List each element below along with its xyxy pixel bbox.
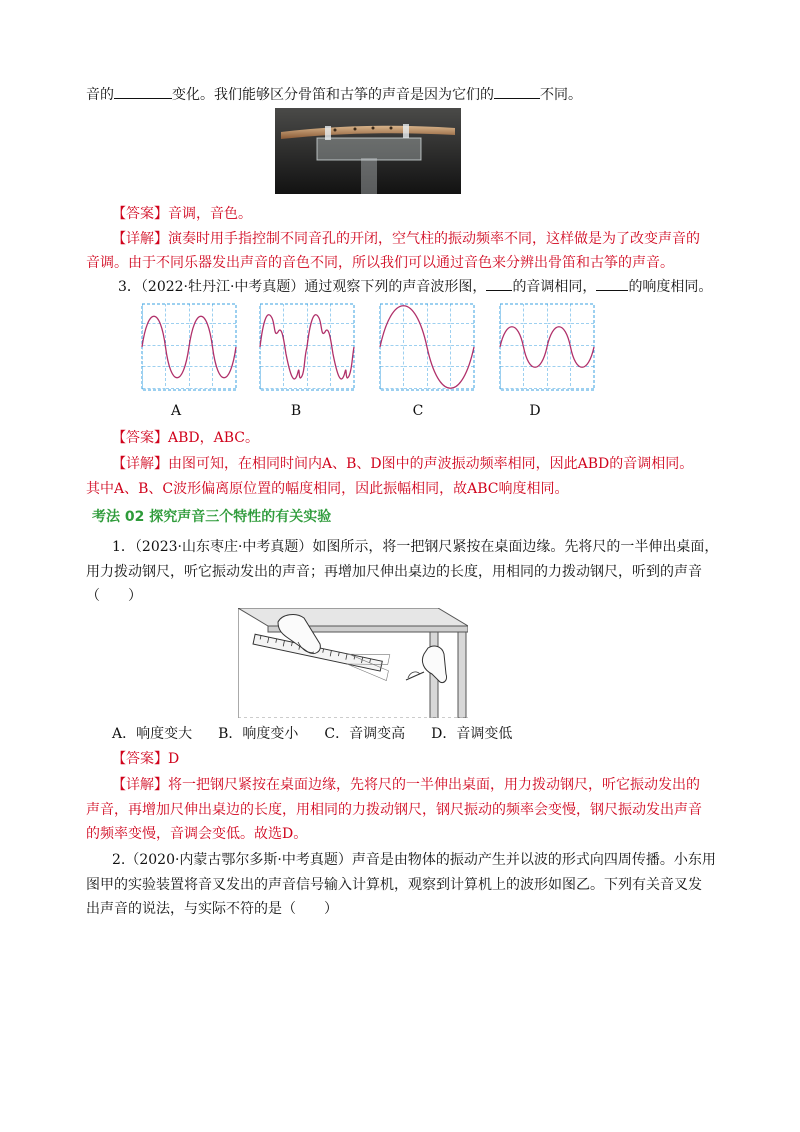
question-text: 1．（2023·山东枣庄·中考真题）如图所示，将一把钢尺紧按在桌面边缘。先将尺的一半伸出桌面， xyxy=(112,539,719,555)
answer-blank xyxy=(596,276,628,291)
waveform-d xyxy=(500,304,594,390)
answer-label: 【答案】 xyxy=(112,751,168,767)
detail-text: 由图可知，在相同时间内A、B、D图中的声波振动频率相同，因此ABD的音调相同。 xyxy=(168,456,694,472)
answer-text: D xyxy=(168,751,180,767)
waveform-a xyxy=(142,304,236,390)
wave-label-a: A xyxy=(170,403,182,419)
options-row xyxy=(112,723,538,745)
detail-line xyxy=(86,252,674,274)
option-a[interactable]: A．响度变大 xyxy=(112,726,193,742)
question-text xyxy=(118,276,712,298)
text-segment: 的响度相同。 xyxy=(628,279,713,295)
detail-text: 其中A、B、C波形偏离原位置的幅度相同，因此振幅相同，故ABC响度相同。 xyxy=(86,481,569,497)
section-heading: 考法 02 探究声音三个特性的有关实验 xyxy=(92,509,332,525)
answer-blank xyxy=(494,84,540,99)
detail-line xyxy=(112,228,700,250)
wave-label-b: B xyxy=(290,403,302,419)
question-text: 图甲的实验装置将音叉发出的声音信号输入计算机，观察到计算机上的波形如图乙。下列有关音叉发 xyxy=(86,877,702,893)
wave-label-c: C xyxy=(412,403,424,419)
question-text: 出声音的说法，与实际不符的是（ ） xyxy=(86,901,338,917)
answer-text: 音调，音色。 xyxy=(168,206,252,222)
bone-flute-photo xyxy=(275,108,461,194)
detail-line xyxy=(112,774,700,796)
question-text: 2.（2020·内蒙古鄂尔多斯·中考真题）声音是由物体的振动产生并以波的形式向四周传播。小东用 xyxy=(112,852,716,868)
answer-label: 【答案】 xyxy=(112,430,168,446)
detail-line: 的频率变慢，音调会变低。故选D。 xyxy=(86,826,308,842)
answer-label: 【答案】 xyxy=(112,206,168,222)
text-segment: 音的 xyxy=(86,87,114,103)
text-segment: 的音调相同， xyxy=(512,279,597,295)
wave-label-d: D xyxy=(529,403,541,419)
detail-label: 【详解】 xyxy=(112,231,168,247)
detail-label: 【详解】 xyxy=(112,777,168,793)
waveform-figure xyxy=(140,302,600,394)
detail-text: 音调。由于不同乐器发出声音的音色不同，所以我们可以通过音色来分辨出骨笛和古筝的声音。 xyxy=(86,255,674,271)
answer-text: ABD，ABC。 xyxy=(168,430,259,446)
waveform-b xyxy=(260,304,354,390)
detail-label: 【详解】 xyxy=(112,456,168,472)
answer-line xyxy=(112,203,252,225)
answer-line xyxy=(112,748,179,770)
question-text: （ ） xyxy=(86,588,142,604)
text-segment: 变化。我们能够区分骨笛和古筝的声音是因为它们的 xyxy=(172,87,494,103)
ruler-table-figure xyxy=(238,608,468,718)
option-b[interactable]: B．响度变小 xyxy=(218,726,299,742)
option-c[interactable]: C．音调变高 xyxy=(324,726,406,742)
detail-line xyxy=(86,478,568,500)
detail-text: 将一把钢尺紧按在桌面边缘，先将尺的一半伸出桌面，用力拨动钢尺，听它振动发出的 xyxy=(168,777,700,793)
waveform-c xyxy=(380,304,474,390)
text-segment: 不同。 xyxy=(540,87,582,103)
detail-text: 演奏时用手指控制不同音孔的开闭，空气柱的振动频率不同，这样做是为了改变声音的 xyxy=(168,231,700,247)
answer-blank xyxy=(114,84,172,99)
question-text xyxy=(86,84,582,106)
option-d[interactable]: D．音调变低 xyxy=(431,726,513,742)
detail-line: 声音，再增加尺伸出桌边的长度，用相同的力拨动钢尺，钢尺振动的频率会变慢，钢尺振动发出声音 xyxy=(86,802,702,818)
detail-line xyxy=(112,453,693,475)
text-segment: 3．（2022·牡丹江·中考真题）通过观察下列的声音波形图， xyxy=(118,279,487,295)
answer-line xyxy=(112,427,259,449)
question-text: 用力拨动钢尺，听它振动发出的声音；再增加尺伸出桌边的长度，用相同的力拨动钢尺，听到的声音 xyxy=(86,564,702,580)
answer-blank xyxy=(486,276,512,291)
